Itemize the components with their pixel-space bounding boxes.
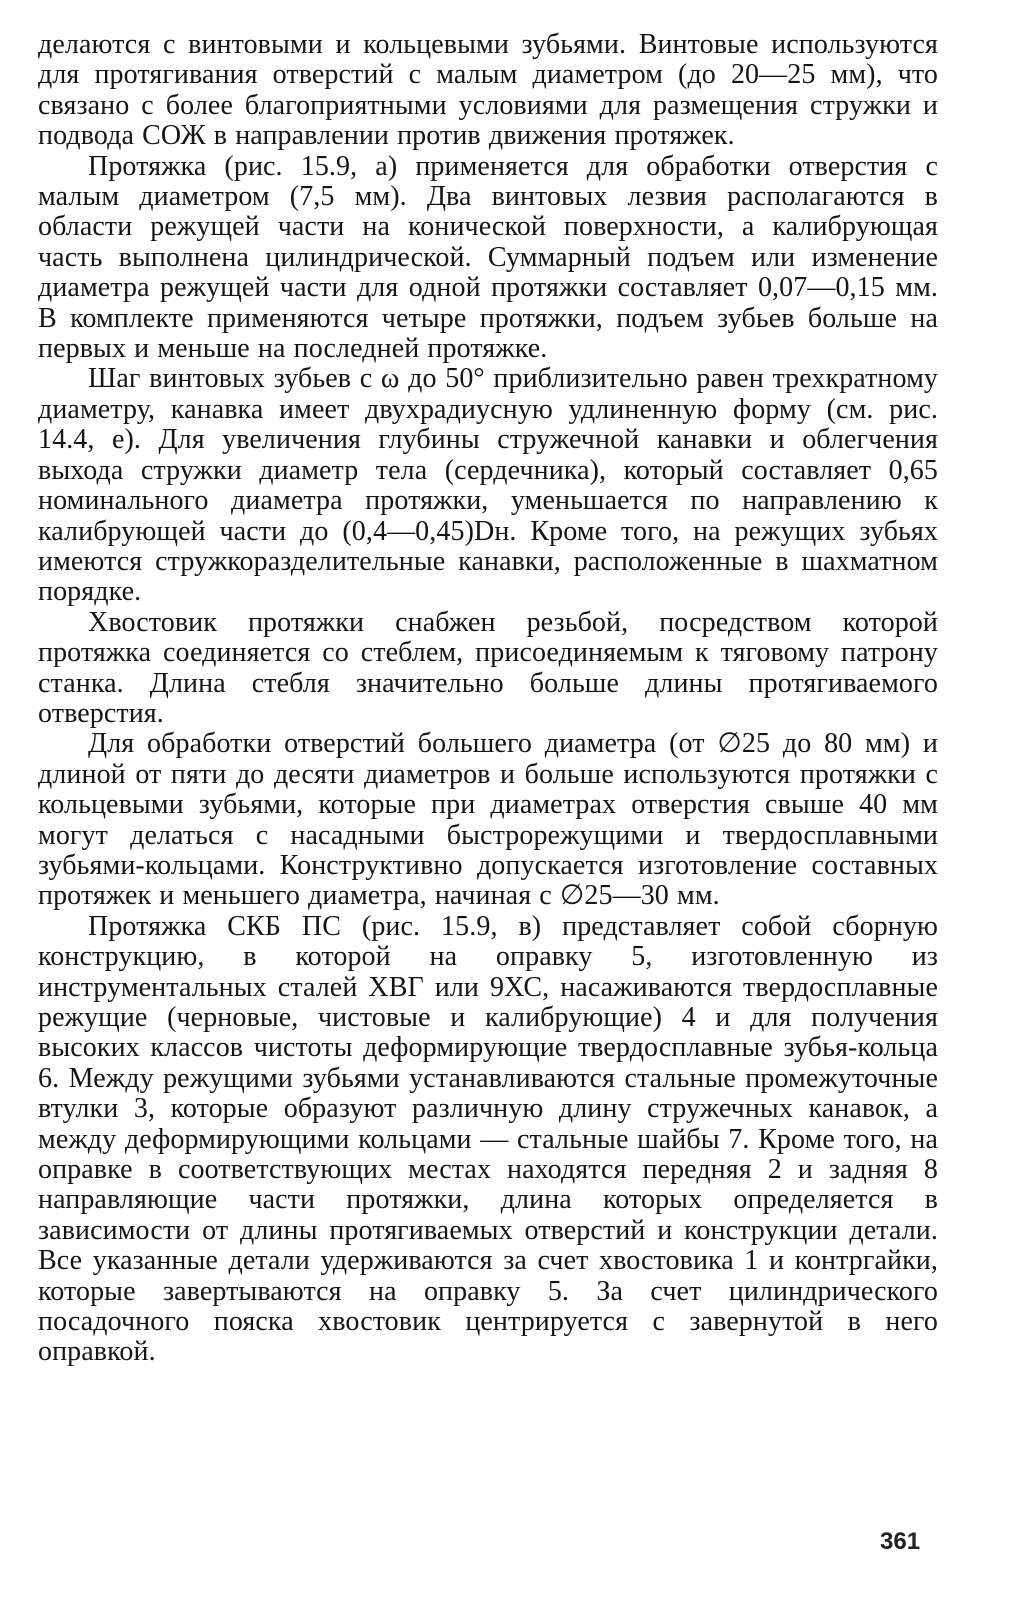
paragraph-shank: Хвостовик протяжки снабжен резьбой, посредством которой протяжка соединяется со стеблем, присоединяемым к тяговому патрону станка. Длина стебля значительно больше длины протягиваемого отверстия. bbox=[38, 606, 938, 729]
page-number: 361 bbox=[880, 1528, 921, 1555]
paragraph-large-diameter: Для обработки отверстий большего диаметра (от ∅25 до 80 мм) и длиной от пяти до десяти диаметров и больше используются протяжки с кольцевыми зубьями, которые при диаметрах отверстия свыше 40 мм могут делаться с насадными быстрорежущими и твердосплавными зубьями-кольцами. Конструктивно допускается изготовление составных протяжек и меньшего диаметра, начиная с ∅25—30 мм. bbox=[38, 728, 938, 912]
paragraph-helical-pitch: Шаг винтовых зубьев с ω до 50° приблизительно равен трехкратному диаметру, канавка имеет двухрадиусную удлиненную форму (см. рис. 14.4, е). Для увеличения глубины стружечной канавки и облегчения выхода стружки диаметр тела (сердечника), который составляет 0,65 номинального диаметра протяжки, уменьшается по направлению к калибрующей части до (0,4—0,45)Dн. Кроме того, на режущих зубьях имеются стружкоразделительные канавки, расположенные в шахматном порядке. bbox=[38, 363, 938, 608]
paragraph-skb-ps-broach: Протяжка СКБ ПС (рис. 15.9, в) представляет собой сборную конструкцию, в которой на оправку 5, изготовленную из инструментальных сталей ХВГ или 9ХС, насаживаются твердосплавные режущие (черновые, чистовые и калибрующие) 4 и для получения высоких классов чистоты деформирующие твердосплавные зубья-кольца 6. Между режущими зубьями устанавливаются стальные промежуточные втулки 3, которые образуют различную длину стружечных канавок, а между деформирующими кольцами — стальные шайбы 7. Кроме того, на оправке в соответствующих местах находятся передняя 2 и задняя 8 направляющие части протяжки, длина которых определяется в зависимости от длины протягиваемых отверстий и конструкции детали. Все указанные детали удерживаются за счет хвостовика 1 и контргайки, которые завертываются на оправку 5. За счет цилиндрического посадочного пояска хвостовик центрируется с завернутой в него оправкой. bbox=[38, 910, 938, 1368]
paragraph-continuation: делаются с винтовыми и кольцевыми зубьями. Винтовые используются для протягивания отверстий с малым диаметром (до 20—25 мм), что связано с более благоприятными условиями для размещения стружки и подвода СОЖ в направлении против движения протяжек. bbox=[38, 29, 938, 152]
paragraph-broach-15-9a: Протяжка (рис. 15.9, а) применяется для обработки отверстия с малым диаметром (7,5 мм). Два винтовых лезвия располагаются в области режущей части на конической поверхности, а калибрующая часть выполнена цилиндрической. Суммарный подъем или изменение диаметра режущей части для одной протяжки составляет 0,07—0,15 мм. В комплекте применяются четыре протяжки, подъем зубьев больше на первых и меньше на последней протяжке. bbox=[38, 150, 938, 365]
page-body bbox=[38, 30, 938, 1368]
